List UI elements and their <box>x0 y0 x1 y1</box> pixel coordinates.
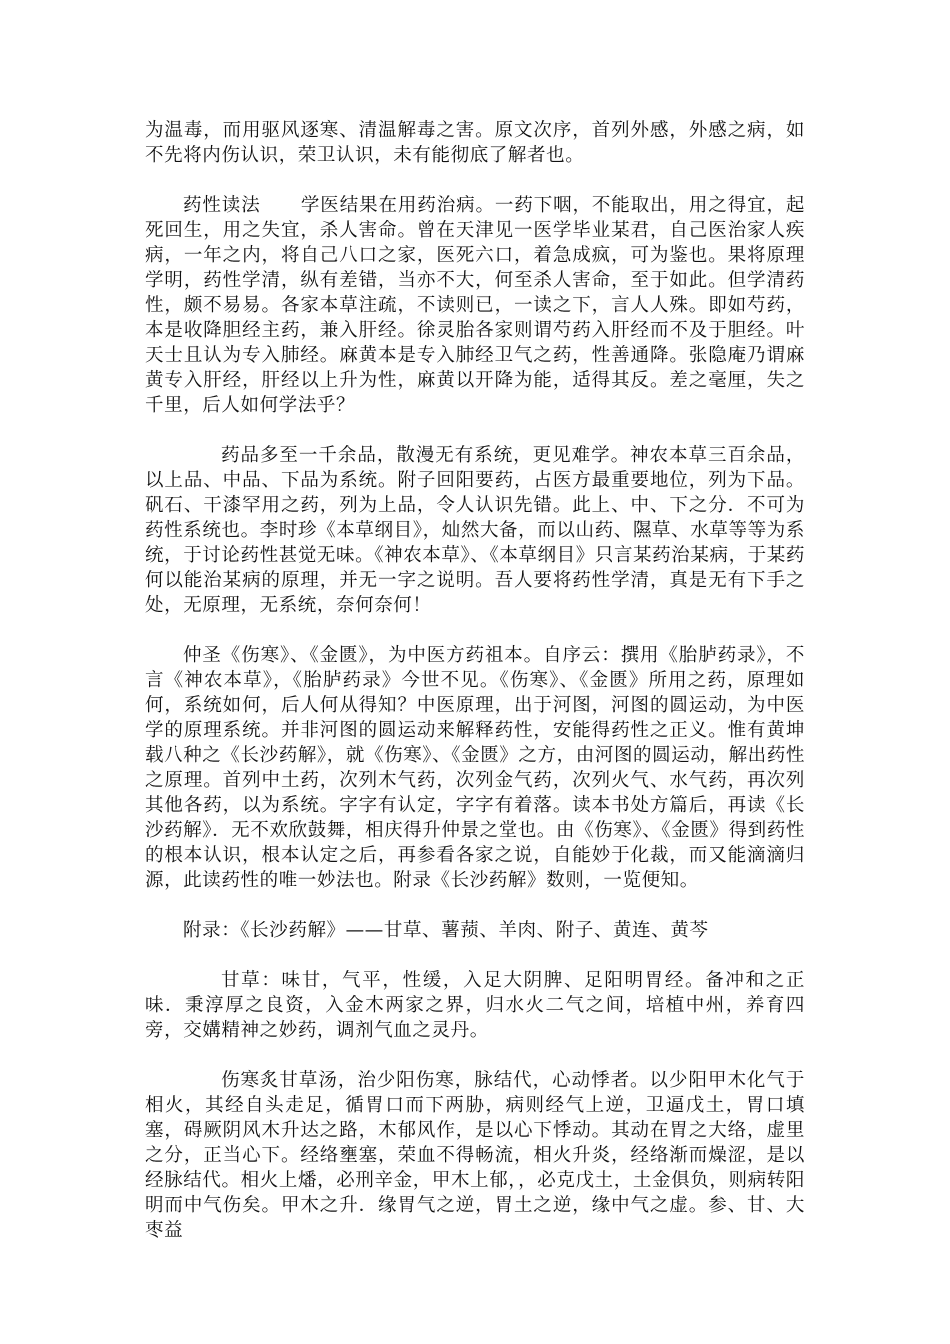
paragraph-6 <box>145 968 805 1043</box>
paragraph-7-text: 伤寒炙甘草汤，治少阳伤寒，脉结代，心动悸者。以少阳甲木化气于相火，其经自头走足，循胃口而下两胁，病则经气上逆，卫逼戊土，胃口填塞，碍厥阴风木升达之路，木郁风作，是以心下悸动。其动在胃之大络，虚里之分，正当心下。经络壅塞，荣血不得畅流，相火升炎，经络渐而燥涩，是以经脉结代。相火上燔，必刑辛金，甲木上郁，，必克戊土，土金俱负，则病转阳明而中气伤矣。甲木之升．缘胃气之逆，胃土之逆，缘中气之虚。参、甘、大枣益 <box>145 1070 805 1241</box>
section-heading: 药性读法 <box>183 195 261 216</box>
paragraph-1-text: 为温毒，而用驱风逐寒、清温解毒之害。原文次序，首列外感，外感之病，如不先将内伤认识，荣卫认识，未有能彻底了解者也。 <box>145 120 805 166</box>
paragraph-3 <box>145 443 805 618</box>
paragraph-3-text: 药品多至一千余品，散漫无有系统，更见难学。神农本草三百余品，以上品、中品、下品为系统。附子回阳要药，占医方最重要地位，列为下品。矾石、干漆罕用之药，列为上品，令人认识先错。此上、中、下之分．不可为药性系统也。李时珍《本草纲目》，灿然大备，而以山药、隰草、水草等等为系统，于讨论药性甚觉无味。《神农本草》、《本草纲目》只言某药治某病，于某药何以能治某病的原理，并无一字之说明。吾人要将药性学清，真是无有下手之处，无原理，无系统，奈何奈何！ <box>145 445 805 616</box>
paragraph-2-text: 学医结果在用药治病。一药下咽，不能取出，用之得宜，起死回生，用之失宜，杀人害命。曾在天津见一医学毕业某君，自己医治家人疾病，一年之内，将自己八口之家，医死六口，着急成疯，可为鉴也。果将原理学明，药性学清，纵有差错，当亦不大，何至杀人害命，至于如此。但学清药性，颇不易易。各家本草注疏，不读则已，一读之下，言人人殊。即如芍药，本是收降胆经主药，兼入肝经。徐灵胎各家则谓芍药入肝经而不及于胆经。叶天士且认为专入肺经。麻黄本是专入肺经卫气之药，性善通降。张隐庵乃谓麻黄专入肝经，肝经以上升为性，麻黄以开降为能，适得其反。差之毫厘，失之千里，后人如何学法乎？ <box>145 195 805 416</box>
paragraph-1 <box>145 118 805 168</box>
paragraph-7 <box>145 1068 805 1243</box>
appendix-heading-text: 附录：《长沙药解》——甘草、薯蓣、羊肉、附子、黄连、黄芩 <box>183 920 709 941</box>
paragraph-2 <box>145 193 805 418</box>
document-page <box>145 118 805 1268</box>
paragraph-4-text: 仲圣《伤寒》、《金匮》，为中医方药祖本。自序云：撰用《胎胪药录》，不言《神农本草》，《胎胪药录》今世不见。《伤寒》、《金匮》所用之药，原理如何，系统如何，后人何从得知？中医原理，出于河图，河图的圆运动，为中医学的原理系统。并非河图的圆运动来解释药性，安能得药性之正义。惟有黄坤载八种之《长沙药解》，就《伤寒》、《金匮》之方，由河图的圆运动，解出药性之原理。首列中土药，次列木气药，次列金气药，次列火气、水气药，再次列其他各药，以为系统。字字有认定，字字有着落。读本书处方篇后，再读《长沙药解》．无不欢欣鼓舞，相庆得升仲景之堂也。由《伤寒》、《金匮》得到药性的根本认识，根本认定之后，再参看各家之说，自能妙于化裁，而又能滴滴归源，此读药性的唯一妙法也。附录《长沙药解》数则，一览便知。 <box>145 645 805 891</box>
paragraph-4 <box>145 643 805 893</box>
paragraph-6-text: 甘草：味甘，气平，性缓，入足大阴脾、足阳明胃经。备冲和之正味．秉淳厚之良资，入金木两家之界，归水火二气之间，培植中州，养育四旁，交媾精神之妙药，调剂气血之灵丹。 <box>145 970 805 1041</box>
appendix-heading <box>145 918 805 943</box>
